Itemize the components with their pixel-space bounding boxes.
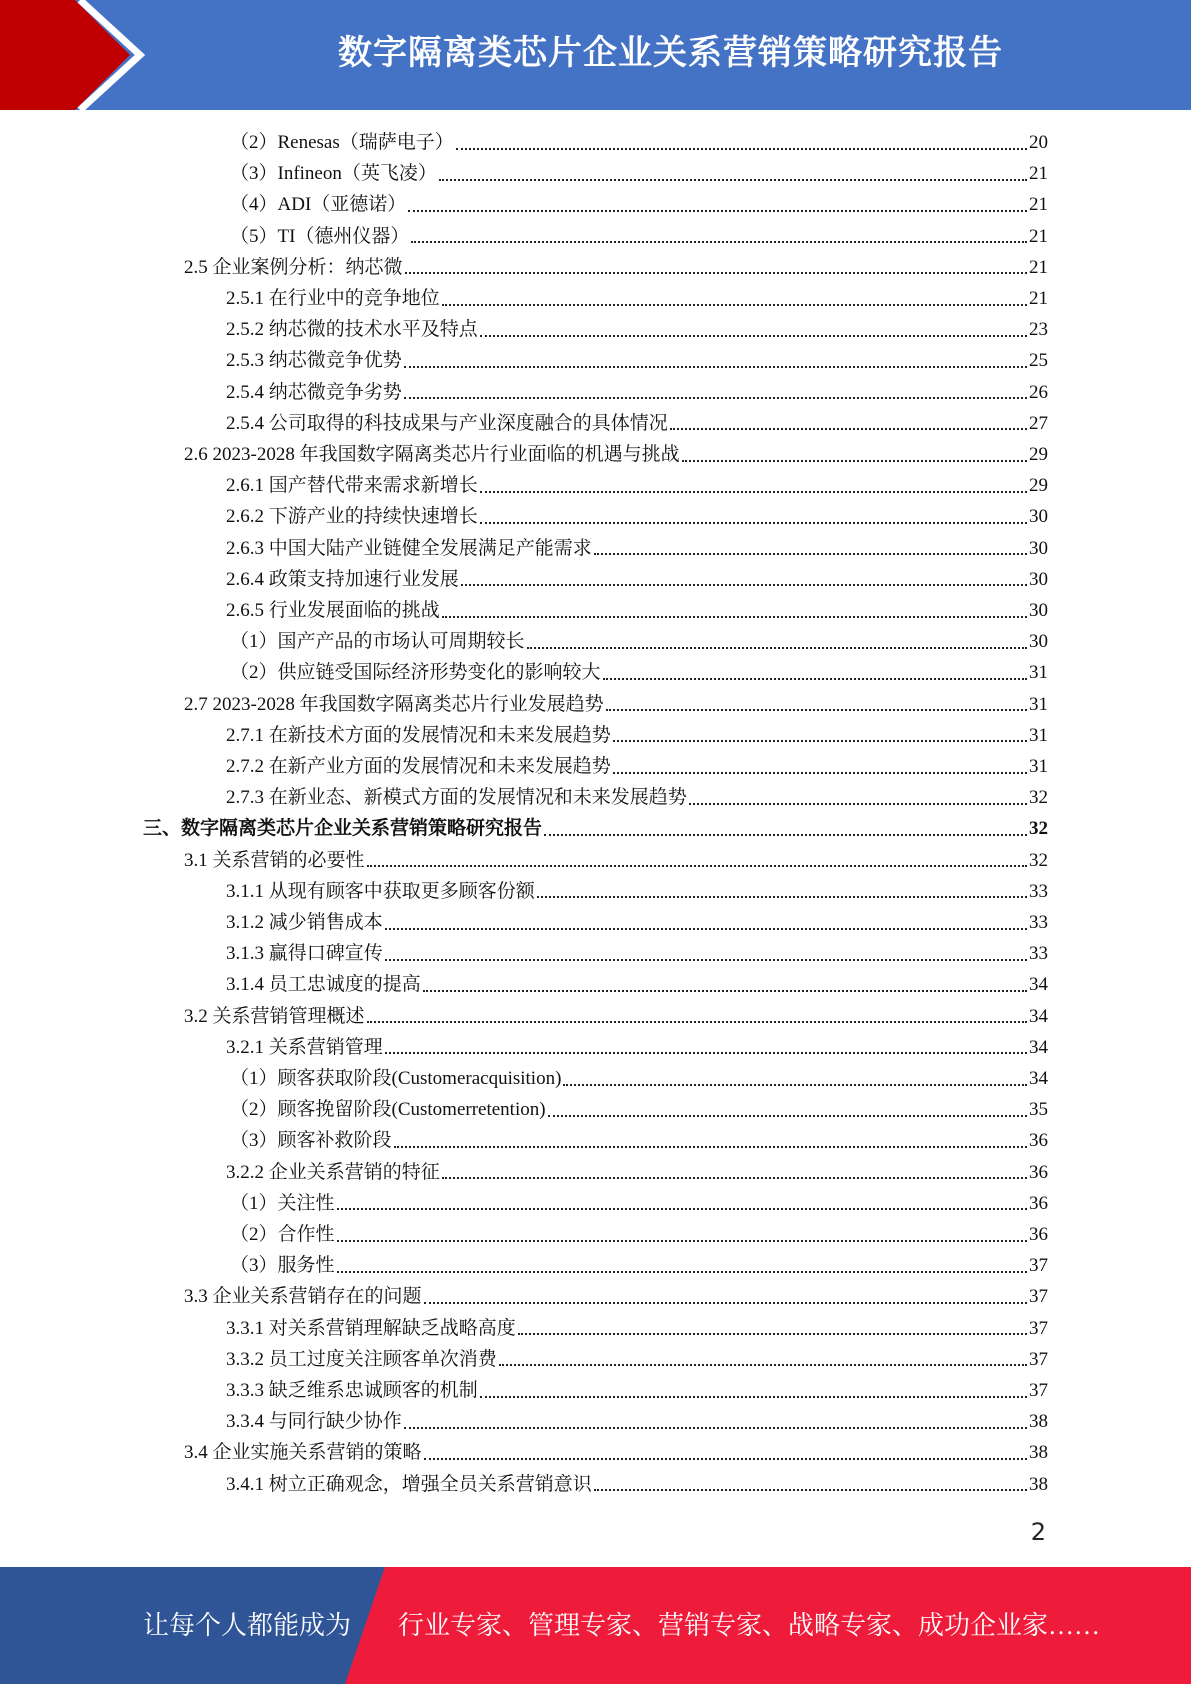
toc-dot-leader [480,491,1027,493]
toc-entry-title: 3.3.4 与同行缺少协作 [226,1411,402,1433]
toc-entry[interactable] [226,377,1048,408]
toc-entry[interactable] [226,501,1048,532]
footer-slogan-left: 让每个人都能成为 [143,1611,352,1640]
toc-entry-title: 2.6 2023-2028 年我国数字隔离类芯片行业面临的机遇与挑战 [184,444,680,465]
toc-entry[interactable] [230,1125,1048,1156]
toc-entry-page: 36 [1029,1224,1048,1245]
toc-entry[interactable] [226,1157,1048,1188]
toc-entry-title: 2.6.1 国产替代带来需求新增长 [226,475,478,497]
toc-dot-leader [404,397,1027,399]
toc-entry-title: 3.1 关系营销的必要性 [184,849,365,871]
toc-entry-title: （2）Renesas（瑞萨电子） [230,132,454,153]
toc-entry-title: （1）关注性 [230,1192,335,1214]
toc-entry-title: 2.5.2 纳芯微的技术水平及特点 [226,319,478,341]
toc-dot-leader [404,1427,1027,1429]
toc-entry-title: 2.6.3 中国大陆产业链健全发展满足产能需求 [226,537,592,559]
toc-entry-page: 30 [1029,600,1048,621]
toc-entry-page: 32 [1029,818,1048,840]
toc-entry[interactable] [230,657,1048,688]
toc-entry-page: 34 [1029,974,1048,996]
toc-entry-title: （1）国产产品的市场认可周期较长 [230,631,525,653]
toc-dot-leader [499,1364,1027,1366]
toc-entry-page: 38 [1029,1473,1048,1495]
toc-entry[interactable] [226,1313,1048,1344]
toc-entry-title: 3.2.1 关系营销管理 [226,1036,383,1058]
toc-entry-page: 31 [1029,756,1048,777]
toc-entry[interactable] [230,1219,1048,1250]
toc-entry[interactable] [226,1406,1048,1437]
toc-entry-title: 2.5.4 纳芯微竞争劣势 [226,381,402,403]
toc-dot-leader [527,647,1027,649]
toc-entry-page: 21 [1029,256,1048,278]
toc-entry[interactable] [226,907,1048,938]
toc-entry-title: 3.1.2 减少销售成本 [226,912,383,933]
toc-entry-title: 2.6.5 行业发展面临的挑战 [226,600,440,621]
toc-entry-title: 2.6.4 政策支持加速行业发展 [226,568,459,590]
header-arrow-decoration [0,0,160,110]
toc-entry-page: 27 [1029,412,1048,434]
toc-entry-page: 33 [1029,880,1048,902]
toc-dot-leader [439,179,1027,181]
toc-dot-leader [461,584,1027,586]
toc-dot-leader [606,709,1027,711]
toc-entry[interactable] [230,127,1048,158]
toc-entry-title: （2）顾客挽留阶段(Customerretention) [230,1099,546,1121]
toc-dot-leader [367,1021,1027,1023]
toc-dot-leader [424,1302,1027,1304]
toc-entry[interactable] [226,564,1048,595]
toc-dot-leader [385,928,1027,930]
toc-entry-title: 2.6.2 下游产业的持续快速增长 [226,506,478,528]
toc-entry-page: 35 [1029,1099,1048,1121]
toc-entry[interactable] [226,408,1048,439]
toc-entry-title: 2.7.1 在新技术方面的发展情况和未来发展趋势 [226,724,611,746]
toc-entry[interactable] [226,595,1048,626]
toc-entry[interactable] [230,626,1048,657]
toc-entry-page: 37 [1029,1286,1048,1308]
toc-entry-title: 2.5.4 公司取得的科技成果与产业深度融合的具体情况 [226,412,668,434]
toc-dot-leader [394,1146,1027,1148]
toc-entry-page: 23 [1029,319,1048,341]
toc-entry-page: 31 [1029,693,1048,715]
toc-entry[interactable] [230,1188,1048,1219]
toc-entry[interactable] [226,1375,1048,1406]
toc-entry[interactable] [230,1063,1048,1094]
toc-entry-title: 三、数字隔离类芯片企业关系营销策略研究报告 [143,818,543,840]
toc-entry-page: 36 [1029,1161,1048,1183]
toc-dot-leader [594,1489,1027,1491]
toc-entry[interactable] [184,689,1048,720]
toc-entry-page: 30 [1029,506,1048,528]
toc-entry-page: 38 [1029,1442,1048,1464]
toc-entry-page: 26 [1029,381,1048,403]
toc-entry-page: 29 [1029,475,1048,497]
toc-entry[interactable] [226,314,1048,345]
toc-dot-leader [518,1333,1027,1335]
toc-dot-leader [385,959,1027,961]
toc-dot-leader [594,553,1027,555]
toc-entry[interactable] [226,720,1048,751]
toc-dot-leader [411,241,1027,243]
toc-entry-page: 29 [1029,444,1048,465]
toc-entry[interactable] [230,221,1048,252]
toc-entry[interactable] [226,938,1048,969]
toc-entry[interactable] [230,1094,1048,1125]
toc-entry-page: 32 [1029,787,1048,809]
toc-entry-page: 33 [1029,943,1048,965]
toc-entry[interactable] [184,439,1048,470]
toc-entry-page: 34 [1029,1068,1048,1089]
toc-dot-leader [442,1177,1027,1179]
toc-entry-title: 3.4.1 树立正确观念，增强全员关系营销意识 [226,1473,592,1495]
toc-dot-leader [537,896,1027,898]
toc-entry-title: 3.2.2 企业关系营销的特征 [226,1161,440,1183]
toc-entry-page: 34 [1029,1005,1048,1027]
toc-dot-leader [670,428,1027,430]
toc-entry-page: 20 [1029,132,1048,153]
toc-entry-page: 37 [1029,1380,1048,1401]
toc-entry-title: （4）ADI（亚德诺） [230,194,407,216]
toc-entry[interactable] [184,845,1048,876]
toc-entry-page: 33 [1029,912,1048,933]
toc-entry[interactable] [226,533,1048,564]
page-footer [0,1567,1191,1684]
toc-entry[interactable] [226,876,1048,907]
toc-dot-leader [689,803,1027,805]
toc-dot-leader [385,1052,1027,1054]
toc-dot-leader [442,616,1027,618]
footer-slogan-right: 行业专家、管理专家、营销专家、战略专家、成功企业家…… [398,1611,1101,1640]
toc-entry[interactable] [226,345,1048,376]
toc-dot-leader [480,1396,1027,1398]
toc-entry-title: （2）合作性 [230,1224,335,1245]
toc-entry-page: 37 [1029,1255,1048,1277]
toc-dot-leader [442,304,1027,306]
toc-dot-leader [423,990,1027,992]
toc-entry-page: 37 [1029,1317,1048,1339]
toc-entry-title: （3）服务性 [230,1255,335,1277]
toc-entry-title: 3.3.3 缺乏维系忠诚顾客的机制 [226,1380,478,1401]
toc-dot-leader [544,834,1027,836]
toc-entry[interactable] [184,252,1048,283]
toc-entry-title: （2）供应链受国际经济形势变化的影响较大 [230,662,601,684]
toc-entry[interactable] [184,1437,1048,1468]
toc-entry[interactable] [226,1032,1048,1063]
toc-entry-page: 21 [1029,225,1048,247]
toc-entry[interactable] [226,470,1048,501]
toc-entry[interactable] [226,782,1048,813]
toc-dot-leader [603,678,1027,680]
toc-entry-page: 36 [1029,1192,1048,1214]
toc-dot-leader [424,1458,1027,1460]
toc-entry-page: 32 [1029,849,1048,871]
toc-entry[interactable] [230,1250,1048,1281]
toc-entry[interactable] [184,1281,1048,1312]
toc-dot-leader [337,1208,1027,1210]
toc-dot-leader [480,522,1027,524]
toc-entry-page: 21 [1029,163,1048,185]
toc-dot-leader [404,366,1027,368]
toc-entry[interactable] [226,969,1048,1000]
toc-entry-title: 2.5 企业案例分析：纳芯微 [184,256,403,278]
toc-entry-title: 2.5.1 在行业中的竞争地位 [226,288,440,309]
toc-entry-title: （5）TI（德州仪器） [230,225,410,247]
toc-dot-leader [613,740,1027,742]
toc-dot-leader [337,1271,1027,1273]
toc-entry[interactable] [226,1469,1048,1500]
toc-entry-page: 30 [1029,568,1048,590]
toc-entry-page: 31 [1029,724,1048,746]
toc-entry-title: 3.2 关系营销管理概述 [184,1005,365,1027]
toc-entry-title: 3.3 企业关系营销存在的问题 [184,1286,422,1308]
toc-entry[interactable] [226,283,1048,314]
toc-dot-leader [337,1240,1027,1242]
toc-entry-page: 21 [1029,194,1048,216]
toc-entry-title: （3）Infineon（英飞凌） [230,163,437,185]
page-header [0,0,1191,110]
toc-entry[interactable] [184,1001,1048,1032]
toc-entry-title: 3.1.3 赢得口碑宣传 [226,943,383,965]
toc-entry-title: 3.4 企业实施关系营销的策略 [184,1442,422,1464]
toc-entry-title: 3.3.2 员工过度关注顾客单次消费 [226,1348,497,1370]
toc-entry-title: 2.7.2 在新产业方面的发展情况和未来发展趋势 [226,756,611,777]
toc-dot-leader [682,460,1027,462]
toc-entry[interactable] [230,158,1048,189]
toc-dot-leader [548,1115,1027,1117]
toc-entry-title: （1）顾客获取阶段(Customeracquisition) [230,1068,562,1089]
toc-entry-page: 30 [1029,537,1048,559]
toc-dot-leader [563,1084,1027,1086]
toc-entry-page: 21 [1029,288,1048,309]
toc-entry-title: 3.1.4 员工忠诚度的提高 [226,974,421,996]
toc-dot-leader [613,772,1027,774]
report-title: 数字隔离类芯片企业关系营销策略研究报告 [338,33,1003,73]
toc-entry-title: 2.7 2023-2028 年我国数字隔离类芯片行业发展趋势 [184,693,604,715]
toc-entry[interactable] [143,813,1048,844]
toc-dot-leader [480,335,1027,337]
toc-entry-title: 3.1.1 从现有顾客中获取更多顾客份额 [226,880,535,902]
toc-entry-page: 34 [1029,1036,1048,1058]
toc-dot-leader [408,210,1027,212]
toc-entry[interactable] [230,189,1048,220]
toc-entry-page: 38 [1029,1411,1048,1433]
toc-entry-page: 36 [1029,1130,1048,1152]
toc-dot-leader [405,272,1027,274]
toc-dot-leader [367,865,1027,867]
page-number: 2 [1030,1518,1046,1546]
toc-entry[interactable] [226,1344,1048,1375]
toc-entry-page: 30 [1029,631,1048,653]
toc-entry-page: 37 [1029,1348,1048,1370]
toc-entry-page: 31 [1029,662,1048,684]
toc-dot-leader [456,148,1027,150]
toc-entry[interactable] [226,751,1048,782]
toc-entry-page: 25 [1029,350,1048,372]
toc-entry-title: 2.7.3 在新业态、新模式方面的发展情况和未来发展趋势 [226,787,687,809]
toc-entry-title: 3.3.1 对关系营销理解缺乏战略高度 [226,1317,516,1339]
toc-entry-title: 2.5.3 纳芯微竞争优势 [226,350,402,372]
toc-entry-title: （3）顾客补救阶段 [230,1130,392,1152]
